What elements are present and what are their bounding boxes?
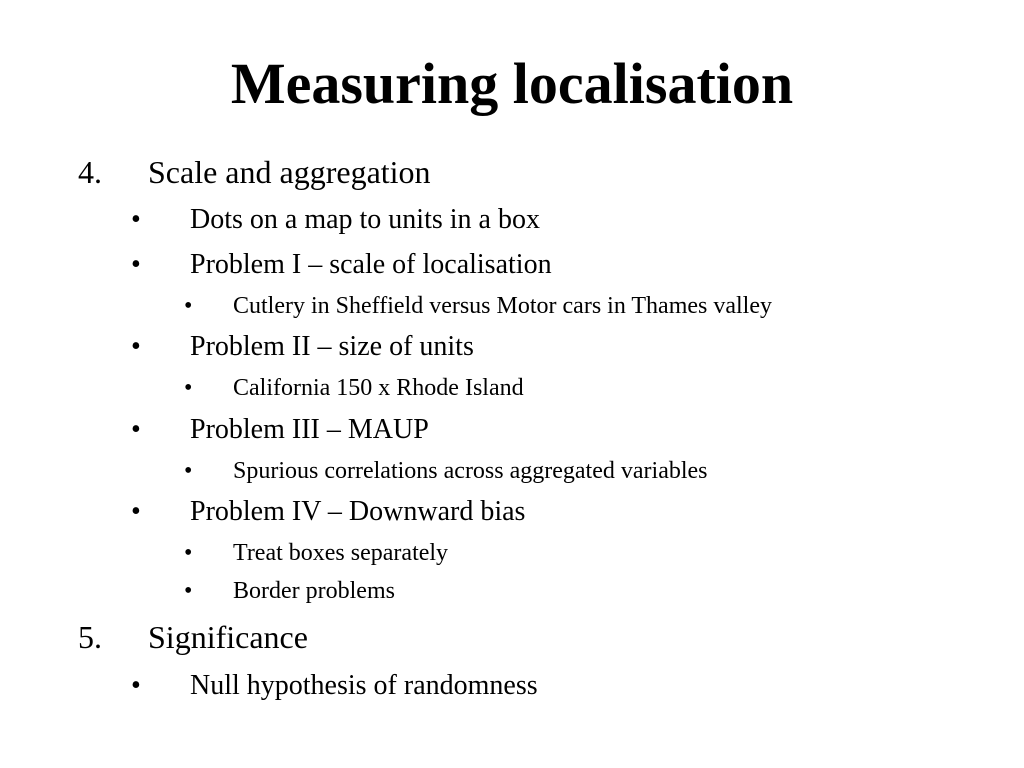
bullet-icon: • [131,249,141,280]
bullet-icon: • [184,293,193,319]
item-text: Dots on a map to units in a box [190,204,540,235]
bullet-icon: • [131,414,141,445]
item-text: Scale and aggregation [148,154,431,190]
item-text: Treat boxes separately [233,540,449,566]
bullet-icon: • [131,331,141,362]
item-text: Problem III – MAUP [190,414,429,445]
item-text: Cutlery in Sheffield versus Motor cars in Thames valley [233,293,773,319]
slide-title: Measuring localisation [230,51,794,116]
bullet-icon: • [184,540,193,566]
item-text: Problem I – scale of localisation [190,249,552,280]
item-text: Significance [148,619,308,655]
item-number: 5. [78,619,102,655]
bullet-icon: • [184,458,193,484]
bullet-icon: • [131,496,141,527]
item-text: Border problems [233,578,395,604]
bullet-icon: • [184,578,193,604]
item-text: Spurious correlations across aggregated variables [233,458,708,484]
bullet-icon: • [131,670,141,701]
bullet-icon: • [131,204,141,235]
item-number: 4. [78,154,102,190]
item-text: California 150 x Rhode Island [233,375,524,401]
item-text: Problem IV – Downward bias [190,496,526,527]
item-text: Problem II – size of units [190,331,474,362]
item-text: Null hypothesis of randomness [190,670,538,701]
bullet-icon: • [184,375,193,401]
